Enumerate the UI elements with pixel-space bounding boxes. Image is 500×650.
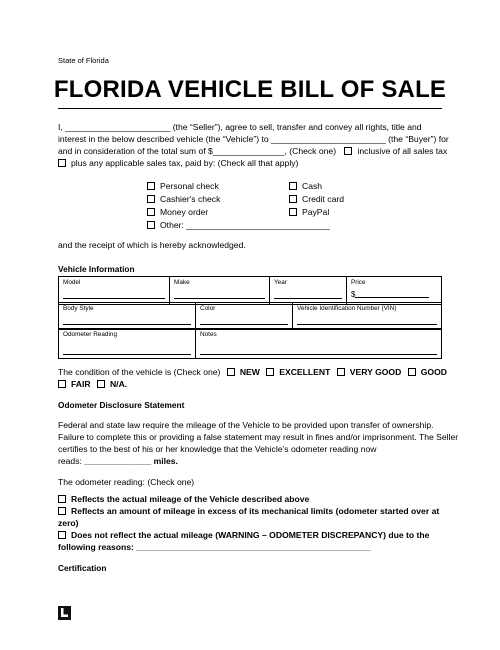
state-label: State of Florida	[58, 56, 109, 65]
notes-field[interactable]	[200, 345, 437, 355]
vin-label: Vehicle Identification Number (VIN)	[297, 305, 397, 312]
payment-credit-card[interactable]	[289, 194, 344, 205]
odometer-cell[interactable]	[59, 329, 196, 359]
make-cell[interactable]	[170, 277, 270, 305]
color-cell[interactable]	[196, 303, 293, 330]
condition-line-2	[58, 379, 450, 390]
cashiers-check-checkbox[interactable]	[147, 195, 155, 203]
personal-check-checkbox[interactable]	[147, 182, 155, 190]
price-row	[351, 289, 437, 300]
vehicle-info-heading: Vehicle Information	[58, 264, 135, 274]
receipt-text: and the receipt of which is hereby acknowledged.	[58, 240, 246, 250]
money-order-checkbox[interactable]	[147, 208, 155, 216]
make-label: Make	[174, 279, 190, 286]
condition-good-checkbox[interactable]	[408, 368, 416, 376]
cash-label: Cash	[302, 181, 323, 191]
inclusive-tax-checkbox[interactable]	[344, 147, 352, 155]
odometer-field[interactable]	[63, 345, 191, 355]
body-style-cell[interactable]	[59, 303, 196, 330]
condition-excellent-checkbox[interactable]	[266, 368, 274, 376]
payment-personal-check[interactable]	[147, 181, 219, 192]
vin-cell[interactable]	[293, 303, 442, 330]
color-label: Color	[200, 305, 216, 312]
price-cell[interactable]	[347, 277, 442, 305]
condition-fair-checkbox[interactable]	[58, 380, 66, 388]
notes-label: Notes	[200, 331, 217, 338]
brand-logo-icon	[58, 606, 71, 620]
odometer-para-1: Federal and state law require the mileage of the Vehicle to be provided upon transfer of ownership.	[58, 420, 434, 430]
odometer-option-2-cont: zero)	[58, 518, 79, 528]
odometer-reads-label: reads:	[58, 456, 82, 466]
paypal-label: PayPal	[302, 207, 330, 217]
condition-new-checkbox[interactable]	[227, 368, 235, 376]
other-checkbox[interactable]	[147, 221, 155, 229]
payment-money-order[interactable]	[147, 207, 208, 218]
intro-line-4	[58, 158, 450, 169]
excess-mileage-label: Reflects an amount of mileage in excess of its mechanical limits (odometer started over at	[71, 506, 440, 516]
condition-intro: The condition of the vehicle is (Check one)	[58, 367, 221, 377]
vehicle-info-table	[58, 276, 442, 305]
discrepancy-reasons-field[interactable]: following reasons: _________________________________________________	[58, 542, 371, 552]
year-field[interactable]	[274, 289, 342, 299]
condition-new-label: NEW	[239, 367, 260, 377]
excess-mileage-checkbox[interactable]	[58, 507, 66, 515]
intro-line-3-text: and in consideration of the total sum of $_______________, (Check one)	[58, 146, 337, 156]
odometer-option-3	[58, 530, 450, 541]
vehicle-info-table-row-2	[58, 302, 442, 330]
discrepancy-label: Does not reflect the actual mileage (WARNING – ODOMETER DISCREPANCY) due to the	[71, 530, 430, 540]
odometer-check-intro: The odometer reading: (Check one)	[58, 477, 195, 487]
price-dollar-sign: $	[351, 290, 356, 300]
body-style-field[interactable]	[63, 315, 191, 325]
actual-mileage-label: Reflects the actual mileage of the Vehicle described above	[71, 494, 310, 504]
odometer-para-2: Failure to complete this or providing a false statement may result in fines and/or imprisonment. The Seller	[58, 432, 459, 442]
model-label: Model	[63, 279, 81, 286]
cashiers-check-label: Cashier's check	[160, 194, 221, 204]
odometer-option-2	[58, 506, 450, 517]
model-field[interactable]	[63, 289, 165, 299]
model-cell[interactable]	[59, 277, 170, 305]
discrepancy-checkbox[interactable]	[58, 531, 66, 539]
year-cell[interactable]	[270, 277, 347, 305]
odometer-para-3: certifies to the best of his or her knowledge that the Vehicle’s odometer reading now	[58, 444, 377, 454]
color-field[interactable]	[200, 315, 288, 325]
odometer-para-4	[58, 456, 450, 467]
odometer-label: Odometer Reading	[63, 331, 117, 338]
price-field[interactable]	[355, 289, 429, 298]
other-label: Other: ______________________________	[160, 220, 330, 230]
vehicle-info-table-row-3	[58, 328, 442, 359]
body-style-label: Body Style	[63, 305, 94, 312]
condition-very-good-checkbox[interactable]	[337, 368, 345, 376]
money-order-label: Money order	[160, 207, 209, 217]
certification-heading: Certification	[58, 563, 107, 573]
document-title: FLORIDA VEHICLE BILL OF SALE	[53, 76, 447, 103]
condition-na-label: N/A.	[109, 379, 128, 389]
make-field[interactable]	[174, 289, 265, 299]
paypal-checkbox[interactable]	[289, 208, 297, 216]
condition-line-1	[58, 367, 450, 378]
credit-card-label: Credit card	[302, 194, 345, 204]
year-label: Year	[274, 279, 287, 286]
payment-paypal[interactable]	[289, 207, 329, 218]
plus-tax-checkbox[interactable]	[58, 159, 66, 167]
condition-na-checkbox[interactable]	[97, 380, 105, 388]
inclusive-tax-label: inclusive of all sales tax	[357, 146, 448, 156]
condition-very-good-label: VERY GOOD	[349, 367, 402, 377]
payment-other[interactable]	[147, 220, 330, 231]
personal-check-label: Personal check	[160, 181, 219, 191]
actual-mileage-checkbox[interactable]	[58, 495, 66, 503]
price-label: Price	[351, 279, 366, 286]
plus-tax-label: plus any applicable sales tax, paid by: (Check all that apply)	[71, 158, 299, 168]
odometer-miles-field[interactable]: ______________ miles.	[84, 456, 178, 466]
vin-field[interactable]	[297, 315, 437, 325]
credit-card-checkbox[interactable]	[289, 195, 297, 203]
notes-cell[interactable]	[196, 329, 442, 359]
cash-checkbox[interactable]	[289, 182, 297, 190]
condition-good-label: GOOD	[420, 367, 447, 377]
odometer-option-1	[58, 494, 450, 505]
odometer-heading: Odometer Disclosure Statement	[58, 400, 185, 410]
intro-line-1: I, ______________________ (the “Seller”), agree to sell, transfer and convey all rights, title and	[58, 122, 422, 132]
title-divider	[58, 108, 442, 109]
payment-cash[interactable]	[289, 181, 322, 192]
payment-cashiers-check[interactable]	[147, 194, 220, 205]
intro-line-2: interest in the below described vehicle (the “Vehicle”) to ________________________ (the “Buyer”) for	[58, 134, 449, 144]
condition-excellent-label: EXCELLENT	[279, 367, 331, 377]
intro-line-3	[58, 146, 450, 157]
condition-fair-label: FAIR	[71, 379, 91, 389]
